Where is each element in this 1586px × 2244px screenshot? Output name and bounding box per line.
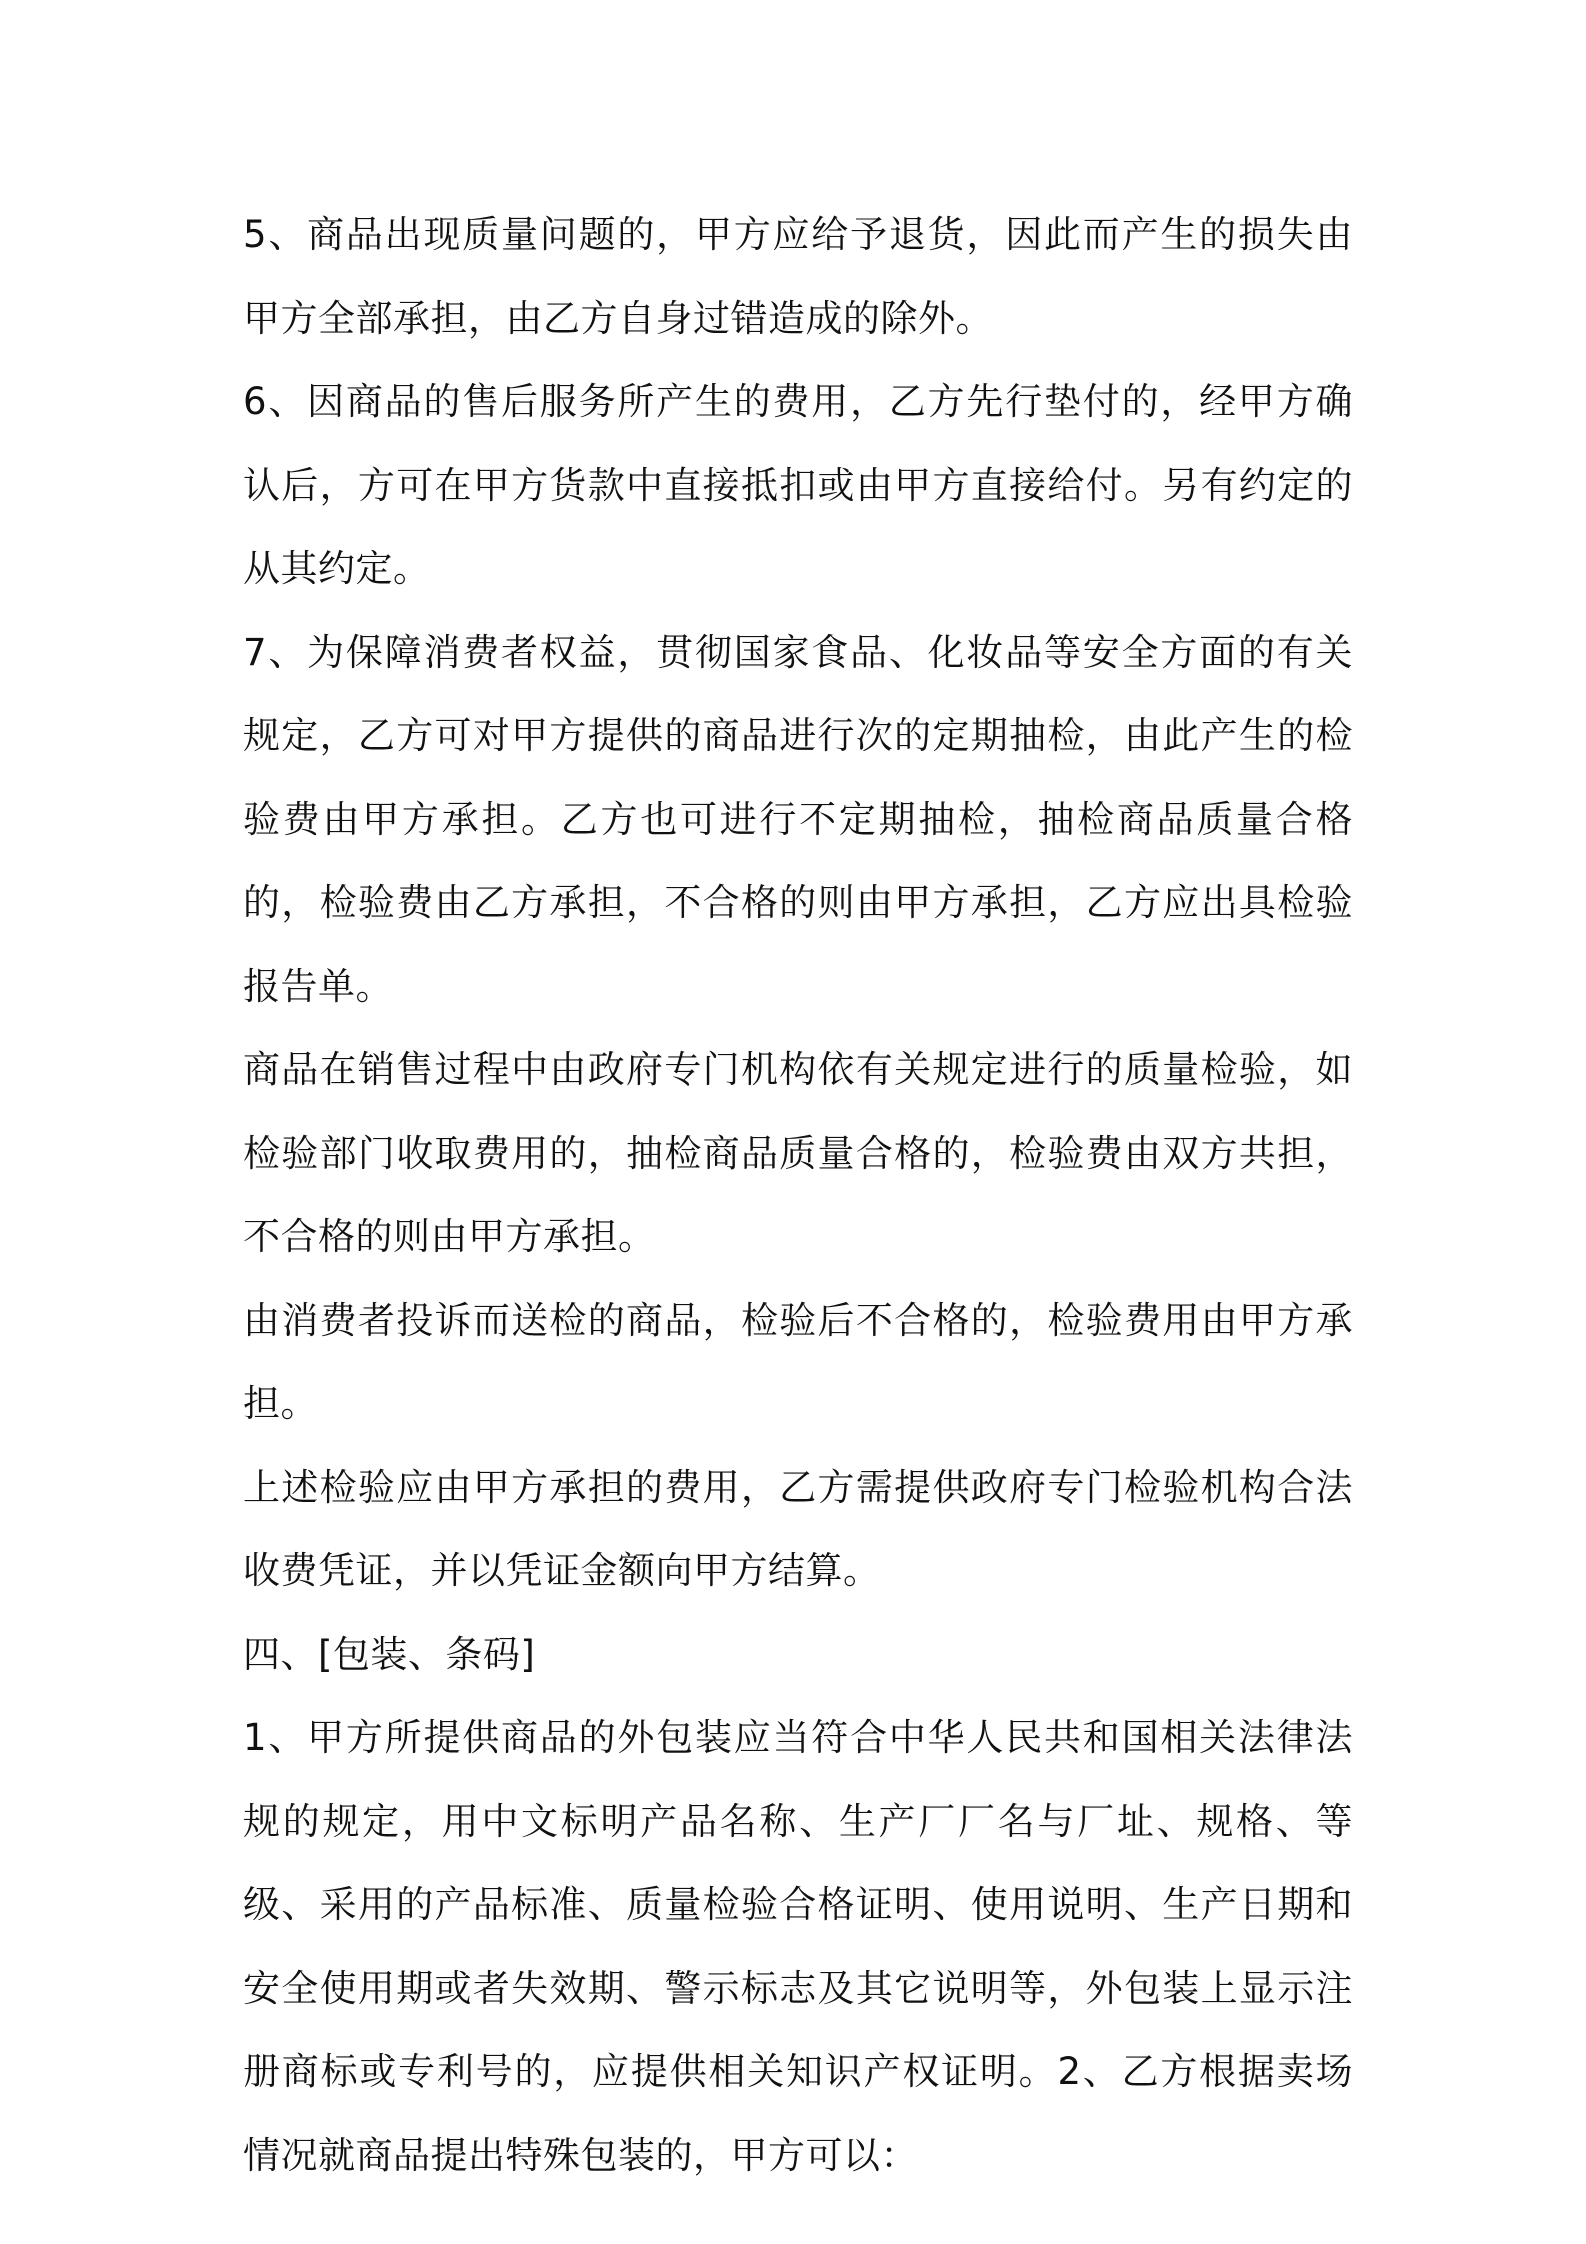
paragraph-inspection-settlement: 上述检验应由甲方承担的费用，乙方需提供政府专门检验机构合法收费凭证，并以凭证金额向甲方结算。 — [243, 1465, 1353, 1592]
paragraph-government-inspection: 商品在销售过程中由政府专门机构依有关规定进行的质量检验，如检验部门收取费用的，抽检商品质量合格的，检验费由双方共担，不合格的则由甲方承担。 — [243, 1048, 1353, 1258]
paragraph-consumer-complaint: 由消费者投诉而送检的商品，检验后不合格的，检验费用由甲方承担。 — [243, 1298, 1353, 1425]
paragraph-item-5: 5、商品出现质量问题的，甲方应给予退货，因此而产生的损失由甲方全部承担，由乙方自身过错造成的除外。 — [243, 213, 1353, 340]
section-heading-packaging-barcode: 四、[包装、条码] — [243, 1632, 536, 1676]
paragraph-item-6: 6、因商品的售后服务所产生的费用，乙方先行垫付的，经甲方确认后，方可在甲方货款中直接抵扣或由甲方直接给付。另有约定的从其约定。 — [243, 380, 1353, 590]
paragraph-packaging-requirements: 1、甲方所提供商品的外包装应当符合中华人民共和国相关法律法规的规定，用中文标明产品名称、生产厂厂名与厂址、规格、等级、采用的产品标准、质量检验合格证明、使用说明、生产日期和安全使用期或者失效期、警示标志及其它说明等，外包装上显示注册商标或专利号的，应提供相关知识产权证明。2、乙方根据卖场情况就商品提出特殊包装的，甲方可以： — [243, 1716, 1353, 2177]
document-body — [243, 193, 1353, 2197]
paragraph-item-7: 7、为保障消费者权益，贯彻国家食品、化妆品等安全方面的有关规定，乙方可对甲方提供的商品进行次的定期抽检，由此产生的检验费由甲方承担。乙方也可进行不定期抽检，抽检商品质量合格的，检验费由乙方承担，不合格的则由甲方承担，乙方应出具检验报告单。 — [243, 630, 1353, 1008]
